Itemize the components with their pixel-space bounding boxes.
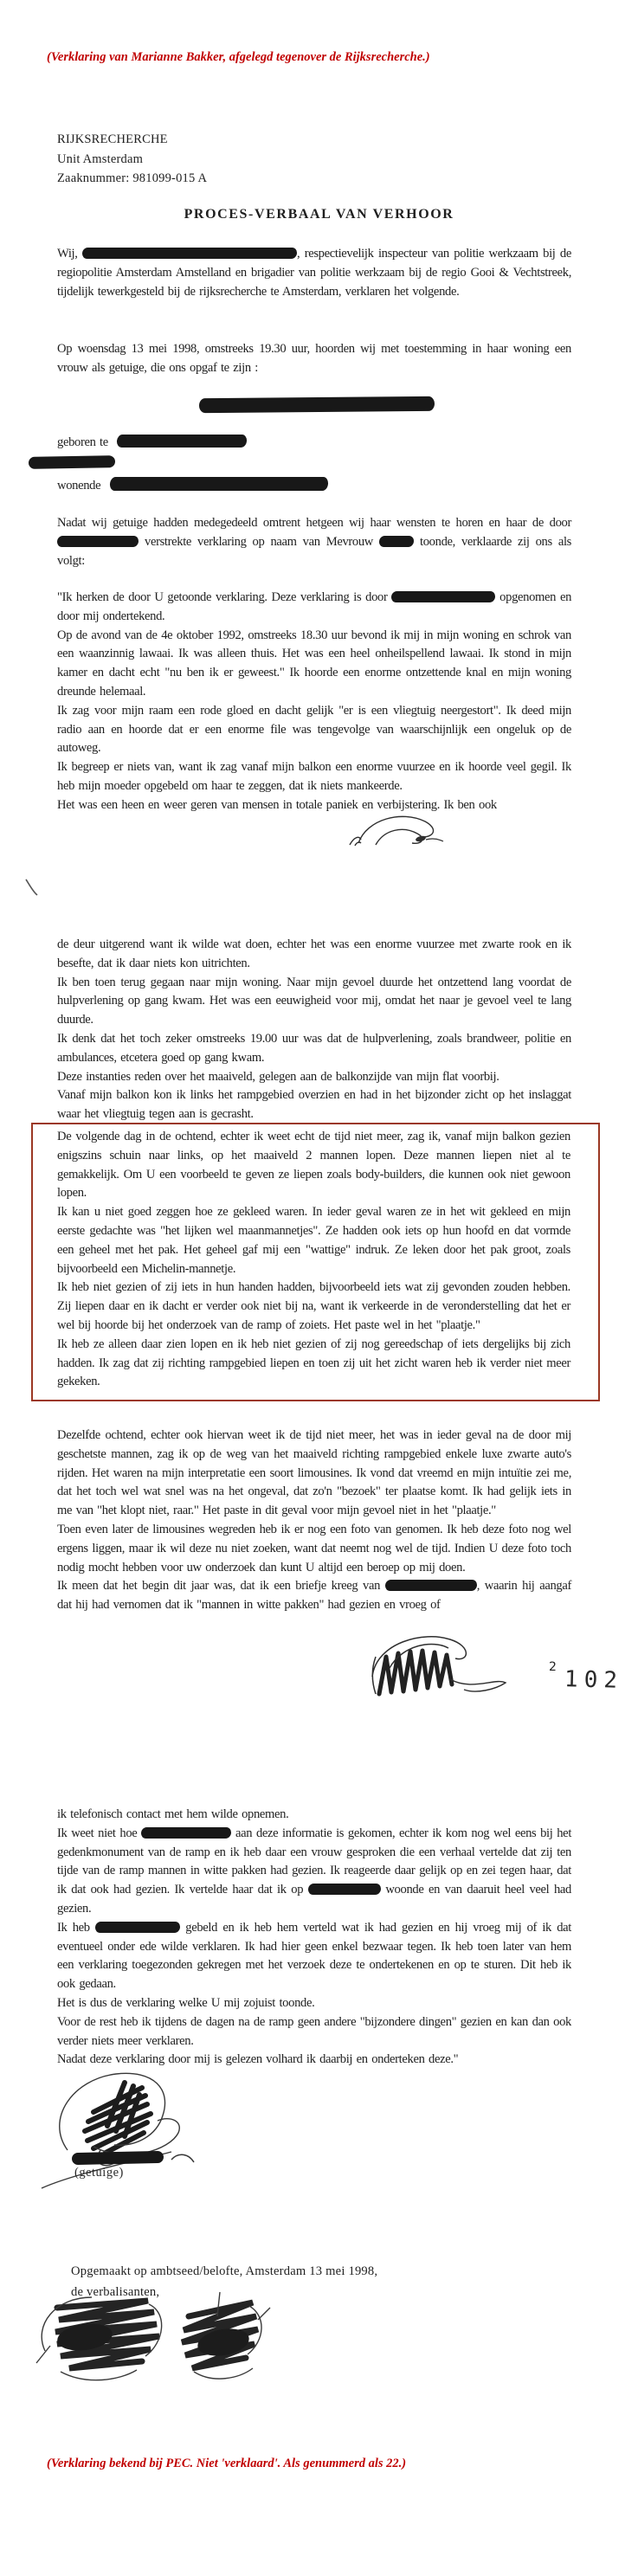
- quote-text: de deur uitgerend want ik wilde wat doen, echter het was een enorme vuurzee met zwarte rook en ik besefte, dat ik daar niets kon uitrichten.: [57, 937, 571, 970]
- redaction-bar: [307, 1884, 381, 1895]
- paragraph-shown: [57, 514, 571, 570]
- quote-text: Deze instanties reden over het maaiveld, gelegen aan de balkonzijde van mijn flat voorbij.: [57, 1069, 499, 1084]
- org-unit: Unit Amsterdam: [57, 151, 144, 166]
- intro-text-post: , respectievelijk inspecteur van politie werkzaam bij de regiopolitie Amsterdam Amstelland en brigadier van politie werkzaam bij de regio Gooi & Vechtstreek, tijdelijk tewerkgesteld bij de rijksrecherche te Amsterdam, verklaren het volgende.: [57, 247, 571, 299]
- quote-text: Voor de rest heb ik tijdens de dagen na de ramp geen andere "bijzondere dingen" gezien en kan dan ook verder niets meer verklaren.: [57, 2014, 571, 2048]
- margin-tick-mark: [21, 876, 40, 902]
- redaction-bar: [29, 455, 115, 469]
- quote-text: Ik kan u niet goed zeggen hoe ze gekleed waren. In ieder geval waren ze in het wit gekleed en mijn eerste gedachte was "het lijken wel maanmannetjes". Ze hadden ook iets op hun hoofd en dat vormde een geheel met het pak. Het geheel gaf mij een "wattige" indruk. Ze leken door het pak groot, zoals bijvoorbeeld een Michelin-mannetje.: [57, 1205, 570, 1276]
- redaction-bar: [379, 536, 415, 547]
- witness-statement-page1: [57, 589, 571, 815]
- quote-text: "Ik herken de door U getoonde verklaring. Deze verklaring is door: [57, 590, 388, 604]
- paragraph-intro: [57, 245, 571, 301]
- quote-text: Ik ben toen terug gegaan naar mijn woning. Naar mijn gevoel duurde het ontzettend lang voordat de hulpverlening op gang kwam. Het was een eeuwigheid voor mij, omdat het naar je gevoel veel te lang duurde.: [57, 975, 571, 1027]
- witness-statement-page2b: [57, 1426, 571, 1615]
- residing-label: wonende: [57, 479, 101, 493]
- bottom-annotation: (Verklaring bekend bij PEC. Niet 'verklaard'. Als genummerd als 22.): [47, 2457, 407, 2470]
- quote-text: Ik heb niet gezien of zij iets in hun handen hadden, bijvoorbeeld iets wat zij gevonden zouden hebben. Zij liepen daar en ik dacht er verder ook niet bij na, want ik verkeerde in de veronderstelling dat het er wel bij hoorde bij het onderzoek van de ramp of zoiets. Het paste wel in het "plaatje.": [57, 1280, 570, 1332]
- quote-text: , waarin hij aangaf dat hij had vernomen dat ik "mannen in witte pakken" had gezien en vroeg of: [57, 1579, 572, 1613]
- highlighted-passage-box: [31, 1123, 600, 1401]
- quote-text: Ik weet niet hoe: [57, 1826, 138, 1840]
- top-annotation: (Verklaring van Marianne Bakker, afgelegd tegenover de Rijksrecherche.): [47, 50, 430, 64]
- officer-signatures-scribbled: [31, 2289, 282, 2408]
- closing-officers-line: de verbalisanten,: [71, 2285, 160, 2299]
- redaction-bar: [391, 591, 496, 602]
- shown-text-mid: verstrekte verklaring op naam van Mevrouw: [145, 534, 373, 549]
- quote-text: De volgende dag in de ochtend, echter ik weet echt de tijd niet meer, zag ik, vanaf mijn balkon gezien enigszins schuin naar links, op het maaiveld 2 mannen lopen. Deze mannen liepen niet al te gemakkelijk. Om U een voorbeeld te geven ze liepen zoals body-builders, die kunnen ook niet gewoon lopen.: [57, 1130, 570, 1201]
- redaction-bar: [141, 1827, 232, 1839]
- born-label: geboren te: [57, 435, 108, 449]
- witness-label: (getuige): [74, 2166, 124, 2180]
- quote-text: Het was een heen en weer geren van mensen in totale paniek en verbijstering. Ik ben ook: [57, 797, 497, 812]
- quote-text: Dezelfde ochtend, echter ook hiervan weet ik de tijd niet meer, het was in ieder geval na de door mij geschetste mannen, zag ik op de weg van het maaiveld richting rampgebied enkele luxe zwarte auto's rijden. Het waren na mijn interpretatie een soort limousines. Ik vond dat vreemd en mijn intuïtie zei me, dat het toch wel wat snel was na het ongeval, dat zo'n "bezoek" ter plaatse komt. Ik had gelijk iets in me van "het klopt niet, raar." Het paste in dit geval voor mijn gevoel niet in het "plaatje.": [57, 1428, 571, 1518]
- redaction-bar: [82, 248, 298, 259]
- page-number-superscript: 2: [549, 1660, 557, 1674]
- case-number: Zaaknummer: 981099-015 A: [57, 171, 208, 185]
- quote-text: Ik heb ze alleen daar zien lopen en ik heb niet gezien of zij nog gereedschap of iets dergelijks bij zich hadden. Ik zag dat zij richting rampgebied liepen en toen zij uit het zicht waren heb ik verder niet meer gekeken.: [57, 1336, 570, 1389]
- witness-statement-page3: [57, 1806, 571, 2070]
- quote-text: Ik zag voor mijn raam een rode gloed en dacht gelijk "er is een vliegtuig neergestort". Ik deed mijn radio aan en hoorde dat er een enorme file was tengevolge van waarschijnlijk een ongeluk op de autoweg.: [57, 703, 571, 756]
- letterhead: [57, 130, 207, 189]
- quote-text: Ik begreep er niets van, want ik zag vanaf mijn balkon een enorme vuurzee en ik hoorde veel gegil. Ik heb mijn moeder opgebeld om haar te zeggen, dat ik niets mankeerde.: [57, 760, 571, 793]
- born-line: [57, 434, 571, 453]
- document-title: PROCES-VERBAAL VAN VERHOOR: [184, 207, 454, 222]
- redaction-bar: [199, 396, 435, 413]
- redaction-bar: [384, 1580, 477, 1591]
- quote-text: gebeld en ik heb hem verteld wat ik had gezien en hij vroeg mij of ik dat eventueel onder ede wilde verklaren. Ik had hier geen enkel bezwaar tegen. Ik heb toen later van hem een verklaring toegezonden gekregen met het verzoek deze te ondertekenen en op te sturen. Dit heb ik ook gedaan.: [57, 1920, 572, 1992]
- quote-text: Ik heb: [57, 1920, 90, 1935]
- quote-text: Ik denk dat het toch zeker omstreeks 19.00 uur was dat de hulpverlening, zoals brandweer, politie en ambulances, etcetera goed op gang kwam.: [57, 1031, 571, 1065]
- paragraph-hearing: [57, 340, 571, 378]
- redaction-bar: [57, 536, 139, 547]
- org-name: RIJKSRECHERCHE: [57, 132, 168, 146]
- intro-text-pre: Wij,: [57, 247, 78, 261]
- witness-statement-page2a: [57, 936, 571, 1124]
- quote-text: Vanaf mijn balkon kon ik links het rampgebied overzien en had in het bijzonder zicht op het inslaggat waar het vliegtuig tegen aan is gecrasht.: [57, 1088, 571, 1122]
- redaction-bar: [117, 435, 248, 448]
- witness-initials-signature: [364, 1629, 515, 1709]
- residing-line: [57, 477, 571, 496]
- page-number: 102: [564, 1666, 624, 1694]
- quote-text: Nadat deze verklaring door mij is gelezen volhard ik daarbij en onderteken deze.": [57, 2052, 459, 2067]
- quote-text: ik telefonisch contact met hem wilde opnemen.: [57, 1807, 289, 1821]
- redaction-bar: [95, 1922, 181, 1933]
- quote-text: woonde en van daaruit heel veel had gezien.: [57, 1883, 572, 1916]
- closing-oath-line: Opgemaakt op ambtseed/belofte, Amsterdam 13 mei 1998,: [71, 2264, 378, 2278]
- hearing-text: Op woensdag 13 mei 1998, omstreeks 19.30 uur, hoorden wij met toestemming in haar woning een vrouw als getuige, die ons opgaf te zijn :: [57, 342, 571, 375]
- quote-text: Toen even later de limousines wegreden heb ik er nog een foto van genomen. Ik heb deze foto nog wel ergens liggen, maar ik wil deze nu niet zoeken, want dat neemt nog wel de tijd. Indien U deze foto toch nodig mocht hebben voor uw onderzoek dan kunt U altijd een beroep op mij doen.: [57, 1522, 571, 1575]
- quote-text: Ik meen dat het begin dit jaar was, dat ik een briefje kreeg van: [57, 1579, 381, 1594]
- quote-text: aan deze informatie is gekomen, echter ik kom nog wel eens bij het gedenkmonument van de ramp en ik heb daar een vrouw gesproken die een verhaal vertelde dat zij ten tijde van de ramp mannen in witte pakken had gezien. Ik reageerde daar gelijk op en zei tegen haar, dat ik dat ook had gezien. Ik vertelde haar dat ik op: [57, 1826, 572, 1897]
- redaction-bar: [72, 2151, 164, 2165]
- redaction-bar: [109, 477, 328, 491]
- shown-text-post: toonde, verklaarde zij ons als volgt:: [57, 534, 571, 568]
- quote-text: opgenomen en door mij ondertekend.: [57, 590, 572, 623]
- shown-text-pre: Nadat wij getuige hadden medegedeeld omtrent hetgeen wij haar wensten te horen en haar de door: [57, 516, 571, 530]
- quote-text: Het is dus de verklaring welke U mij zojuist toonde.: [57, 1995, 315, 2010]
- witness-signature-scribbled: [40, 2067, 209, 2197]
- witness-initials-signature: [343, 810, 451, 860]
- quote-text: Op de avond van de 4e oktober 1992, omstreeks 18.30 uur bevond ik mij in mijn woning en schrok van een waanzinnig lawaai. Ik was alleen thuis. Het was een heel onheilspellend lawaai. Ik stond in mijn kamer en dacht echt "nu ben ik er geweest." Ik hoorde een enorme ontzettende knal en mijn woning dreunde helemaal.: [57, 628, 571, 699]
